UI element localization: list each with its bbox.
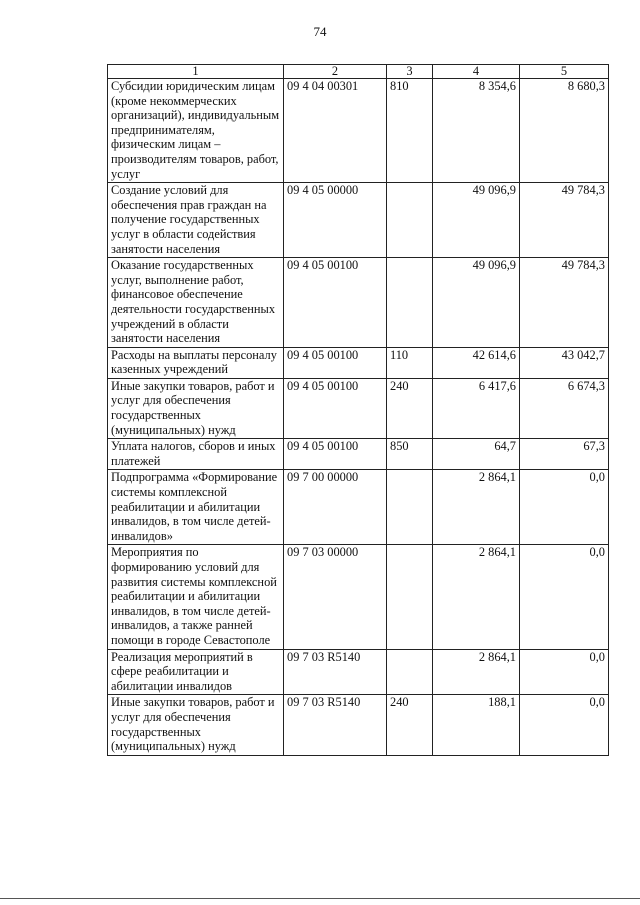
row-code: 09 7 00 00000 <box>284 470 387 545</box>
table-row <box>108 649 609 695</box>
header-col-3: 3 <box>387 65 433 79</box>
row-value-year-2: 0,0 <box>520 545 609 649</box>
row-value-year-2: 6 674,3 <box>520 378 609 438</box>
row-code: 09 4 05 00000 <box>284 183 387 258</box>
row-value-year-2: 8 680,3 <box>520 79 609 183</box>
row-value-year-2: 49 784,3 <box>520 258 609 348</box>
row-expense-type <box>387 183 433 258</box>
row-code: 09 7 03 R5140 <box>284 649 387 695</box>
row-expense-type: 240 <box>387 695 433 755</box>
row-name: Расходы на выплаты персоналу казенных учреждений <box>108 347 284 378</box>
row-value-year-1: 8 354,6 <box>433 79 520 183</box>
row-name: Реализация мероприятий в сфере реабилитации и абилитации инвалидов <box>108 649 284 695</box>
row-value-year-2: 0,0 <box>520 470 609 545</box>
bottom-rule <box>0 898 640 899</box>
row-value-year-1: 64,7 <box>433 439 520 470</box>
row-expense-type: 240 <box>387 378 433 438</box>
row-name: Иные закупки товаров, работ и услуг для обеспечения государственных (муниципальных) нужд <box>108 378 284 438</box>
budget-table <box>107 64 609 756</box>
row-code: 09 4 04 00301 <box>284 79 387 183</box>
row-name: Субсидии юридическим лицам (кроме некоммерческих организаций), индивидуальным предпринимателям, физическим лицам – производителям товаров, работ, услуг <box>108 79 284 183</box>
row-code: 09 4 05 00100 <box>284 258 387 348</box>
table-row <box>108 183 609 258</box>
table-row <box>108 545 609 649</box>
row-code: 09 4 05 00100 <box>284 439 387 470</box>
row-expense-type: 810 <box>387 79 433 183</box>
header-col-4: 4 <box>433 65 520 79</box>
row-value-year-2: 0,0 <box>520 695 609 755</box>
row-value-year-1: 49 096,9 <box>433 258 520 348</box>
row-code: 09 4 05 00100 <box>284 347 387 378</box>
header-col-1: 1 <box>108 65 284 79</box>
table-row <box>108 470 609 545</box>
row-expense-type <box>387 545 433 649</box>
table-row <box>108 258 609 348</box>
row-value-year-1: 49 096,9 <box>433 183 520 258</box>
header-col-5: 5 <box>520 65 609 79</box>
row-code: 09 7 03 00000 <box>284 545 387 649</box>
row-code: 09 7 03 R5140 <box>284 695 387 755</box>
table-row <box>108 439 609 470</box>
table-row <box>108 695 609 755</box>
row-value-year-1: 42 614,6 <box>433 347 520 378</box>
header-row <box>108 65 609 79</box>
row-value-year-1: 2 864,1 <box>433 545 520 649</box>
row-code: 09 4 05 00100 <box>284 378 387 438</box>
row-name: Оказание государственных услуг, выполнение работ, финансовое обеспечение деятельности государственных учреждений в области занятости населения <box>108 258 284 348</box>
table-row <box>108 79 609 183</box>
row-name: Иные закупки товаров, работ и услуг для обеспечения государственных (муниципальных) нужд <box>108 695 284 755</box>
table-row <box>108 347 609 378</box>
row-name: Подпрограмма «Формирование системы комплексной реабилитации и абилитации инвалидов, в том числе детей-инвалидов» <box>108 470 284 545</box>
row-value-year-2: 67,3 <box>520 439 609 470</box>
row-value-year-1: 2 864,1 <box>433 470 520 545</box>
row-value-year-1: 188,1 <box>433 695 520 755</box>
row-value-year-2: 49 784,3 <box>520 183 609 258</box>
row-value-year-2: 0,0 <box>520 649 609 695</box>
row-expense-type: 110 <box>387 347 433 378</box>
header-col-2: 2 <box>284 65 387 79</box>
table-row <box>108 378 609 438</box>
row-value-year-2: 43 042,7 <box>520 347 609 378</box>
row-name: Создание условий для обеспечения прав граждан на получение государственных услуг в области содействия занятости населения <box>108 183 284 258</box>
row-expense-type: 850 <box>387 439 433 470</box>
row-expense-type <box>387 470 433 545</box>
row-expense-type <box>387 649 433 695</box>
row-name: Уплата налогов, сборов и иных платежей <box>108 439 284 470</box>
row-value-year-1: 6 417,6 <box>433 378 520 438</box>
row-expense-type <box>387 258 433 348</box>
row-name: Мероприятия по формированию условий для развития системы комплексной реабилитации и абилитации инвалидов, в том числе детей-инвалидов, а также ранней помощи в городе Севастополе <box>108 545 284 649</box>
page-number: 74 <box>313 24 327 39</box>
row-value-year-1: 2 864,1 <box>433 649 520 695</box>
